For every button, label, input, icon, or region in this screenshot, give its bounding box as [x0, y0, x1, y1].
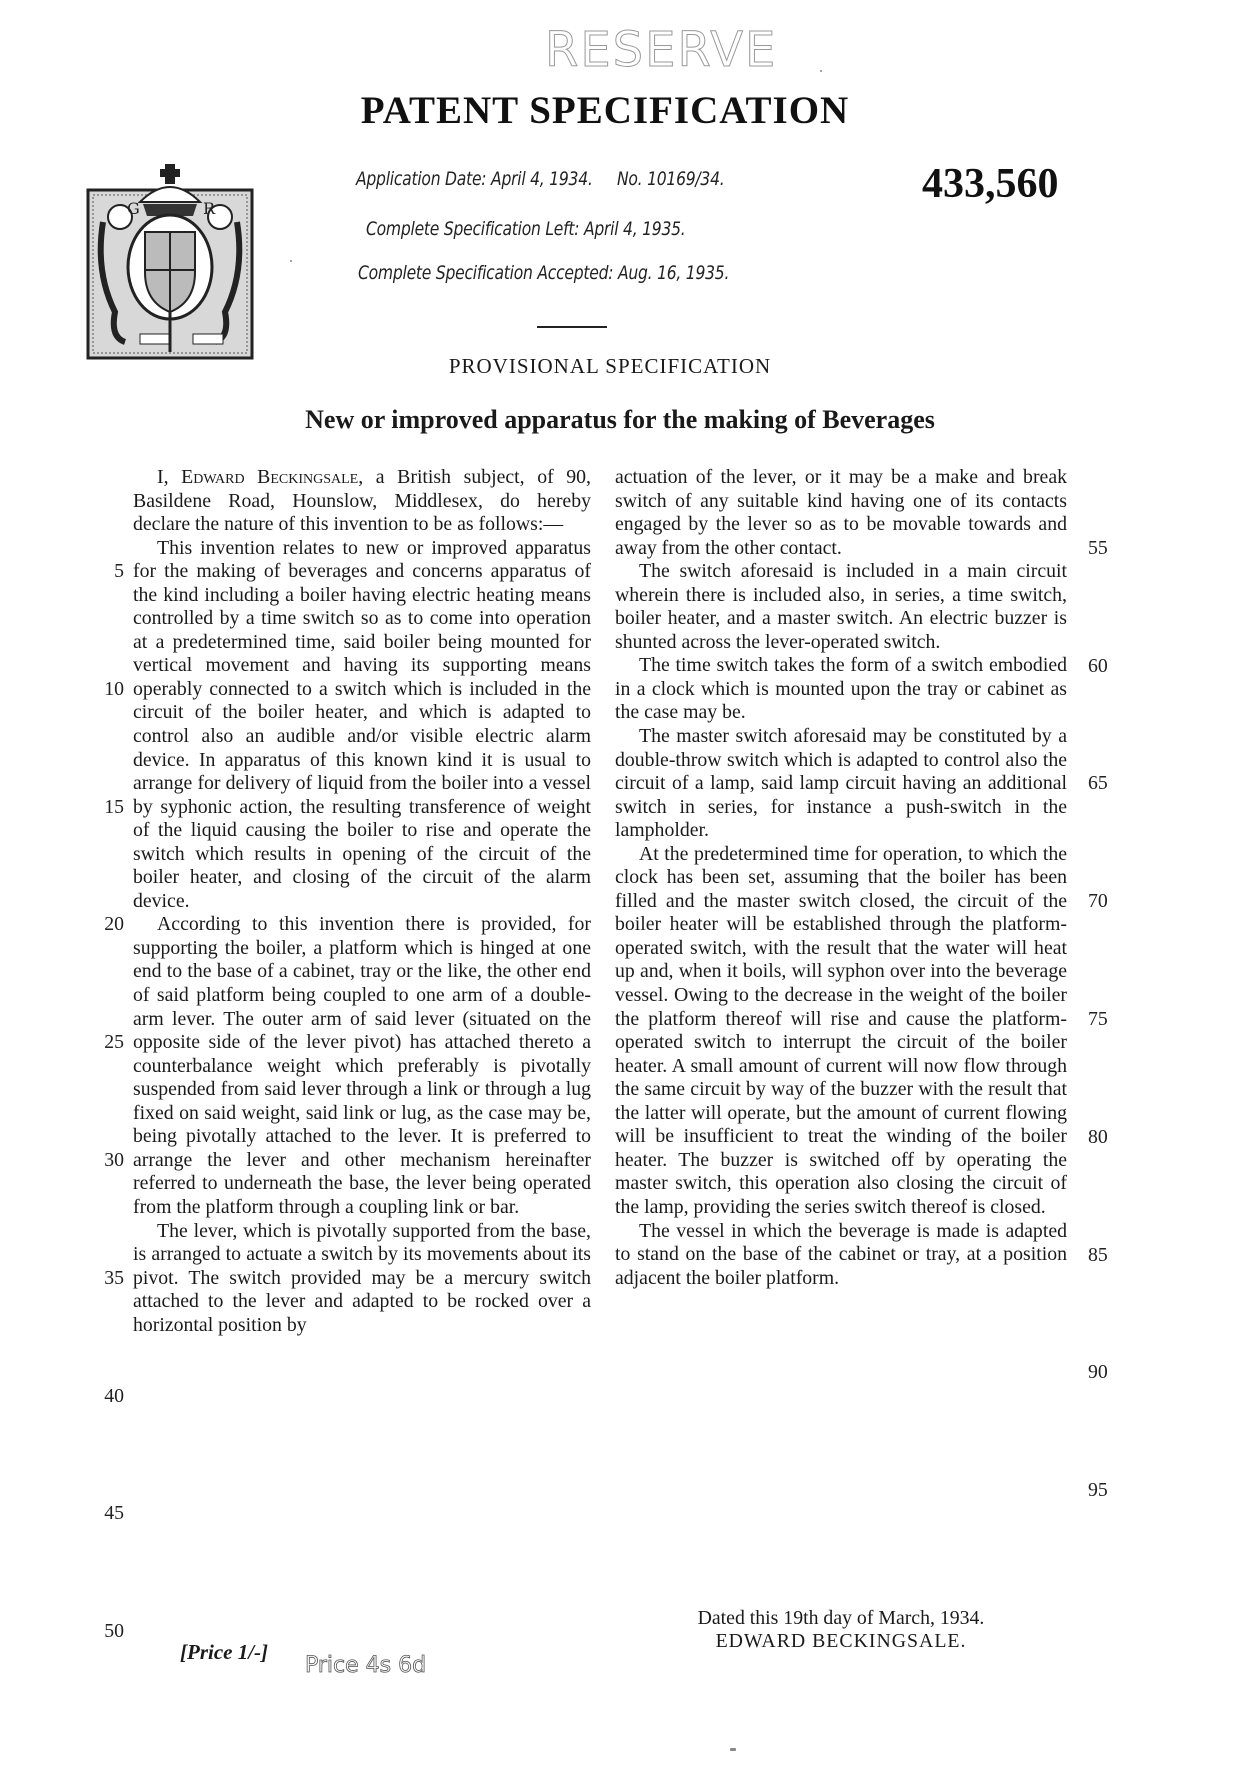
- complete-accepted-label: Complete Specification Accepted:: [358, 262, 614, 284]
- application-date-line: [356, 168, 724, 190]
- line-number: 40: [104, 1385, 124, 1407]
- printed-price-text: [Price 1/-]: [180, 1640, 269, 1664]
- complete-spec-accepted-line: [358, 262, 729, 284]
- paragraph-operation: At the predetermined time for operation, to which the clock has been set, assuming that the boiler has been filled and the master switch closed, the circuit of the boiler heater will be established through the platform-operated switch, with the result that the water will heat up and, when it boils, will syphon over into the beverage vessel. Owing to the decrease in the weight of the boiler the platform thereof will rise and cause the platform-operated switch to interrupt the circuit of the boiler heater. A small amount of current will now flow through the same circuit by way of the buzzer with the result that the latter will operate, but the amount of current flowing will be insufficient to treat the winding of the boiler heater. The buzzer is switched off by operating the master switch, this operation also closing the circuit of the lamp, providing the series switch thereof is closed.: [615, 842, 1067, 1218]
- declaration-prefix: I,: [157, 466, 182, 488]
- patent-number: 433,560: [922, 161, 1059, 207]
- line-number: 20: [104, 913, 124, 935]
- line-number: 95: [1088, 1479, 1108, 1501]
- body-right-column: [615, 466, 1067, 1290]
- price-stamp: Price 4s 6d: [305, 1653, 427, 1678]
- inventor-name: Edward Beckingsale: [181, 466, 359, 488]
- paragraph-vessel: The vessel in which the beverage is made is adapted to stand on the base of the cabinet or tray, at a position adjacent the boiler platform.: [615, 1219, 1067, 1289]
- line-number: 30: [104, 1149, 124, 1171]
- line-number: 70: [1088, 890, 1108, 912]
- scan-speck: [290, 260, 292, 262]
- paragraph-master-switch: The master switch aforesaid may be constituted by a double-throw switch which is adapted to control also the circuit of a lamp, said lamp circuit having an additional switch in series, for instance a push-switch in the lampholder.: [615, 725, 1067, 842]
- svg-text:R: R: [203, 199, 216, 218]
- paragraph-declaration: [133, 466, 591, 537]
- divider-rule: [537, 326, 607, 328]
- line-number: 80: [1088, 1126, 1108, 1148]
- complete-left-value: April 4, 1935.: [583, 218, 686, 240]
- document-title: PATENT SPECIFICATION: [360, 89, 850, 132]
- section-heading: PROVISIONAL SPECIFICATION: [448, 354, 772, 378]
- paragraph-lever-switch: The lever, which is pivotally supported from the base, is arranged to actuate a switch by its movements about its pivot. The switch provided may be a mercury switch attached to the lever and adapted to be rocked over a horizontal position by: [133, 1219, 591, 1336]
- complete-accepted-value: Aug. 16, 1935.: [617, 262, 730, 284]
- line-number: 50: [104, 1620, 124, 1642]
- body-left-column: [133, 466, 591, 1337]
- complete-left-label: Complete Specification Left:: [366, 218, 580, 240]
- application-date-value: April 4, 1934.: [491, 168, 593, 190]
- paragraph-background: This invention relates to new or improved apparatus for the making of beverages and concerns apparatus of the kind including a boiler having electric heating means controlled by a time switch so as to come into operation at a predetermined time, said boiler being mounted for vertical movement and having its supporting means operably connected to a switch which is included in the circuit of the boiler heater, and which is adapted to control also an audible and/or visible electric alarm device. In apparatus of this known kind it is usual to arrange for delivery of liquid from the boiler into a vessel by syphonic action, the resulting transference of weight of the liquid causing the boiler to rise and operate the switch which results in opening of the circuit of the boiler heater, and closing of the circuit of the alarm device.: [133, 536, 591, 912]
- line-number: 65: [1088, 772, 1108, 794]
- signature-block: [615, 1607, 1067, 1653]
- line-number: 90: [1088, 1361, 1108, 1383]
- svg-text:G: G: [127, 199, 140, 218]
- dated-line: Dated this 19th day of March, 1934.: [697, 1607, 985, 1629]
- line-number: 35: [104, 1267, 124, 1289]
- line-number: 85: [1088, 1244, 1108, 1266]
- scan-speck: [820, 70, 822, 72]
- line-number: 25: [104, 1031, 124, 1053]
- line-number: 55: [1088, 537, 1108, 559]
- printed-price: [180, 1640, 268, 1665]
- paragraph-switch-continuation: actuation of the lever, or it may be a make and break switch of any suitable kind having one of its contacts engaged by the lever so as to be movable towards and away from the other contact.: [615, 466, 1067, 559]
- line-number: 15: [104, 796, 124, 818]
- reserve-stamp: RESERVE: [545, 22, 778, 78]
- royal-coat-of-arms-icon: [85, 162, 255, 362]
- declaration-text: , a British subject, of 90, Basildene Road, Hounslow, Middlesex, do hereby declare the nature of this invention to be as follows:—: [133, 466, 591, 536]
- complete-spec-left-line: [366, 218, 686, 240]
- paragraph-time-switch: The time switch takes the form of a switch embodied in a clock which is mounted upon the tray or cabinet as the case may be.: [615, 654, 1067, 724]
- scan-speck: [730, 1748, 736, 1751]
- invention-title: New or improved apparatus for the making of Beverages: [305, 405, 935, 434]
- line-number: 10: [104, 678, 124, 700]
- line-number: 5: [114, 560, 124, 582]
- signatory-name: EDWARD BECKINGSALE.: [715, 1630, 967, 1652]
- paragraph-invention-summary: According to this invention there is provided, for supporting the boiler, a platform which is hinged at one end to the base of a cabinet, tray or the like, the other end of said platform being coupled to one arm of a double-arm lever. The outer arm of said lever (situated on the opposite side of the lever pivot) has attached thereto a counterbalance weight which preferably is pivotally suspended from said lever through a link or through a lug fixed on said weight, said link or lug, as the case may be, being pivotally attached to the lever. It is preferred to arrange the lever and other mechanism hereinafter referred to underneath the base, the lever being operated from the platform through a coupling link or bar.: [133, 913, 591, 1218]
- line-number: 60: [1088, 655, 1108, 677]
- paragraph-main-circuit: The switch aforesaid is included in a main circuit wherein there is included also, in series, a time switch, boiler heater, and a master switch. An electric buzzer is shunted across the lever-operated switch.: [615, 560, 1067, 653]
- application-number: No. 10169/34.: [616, 168, 725, 190]
- line-number: 45: [104, 1502, 124, 1524]
- application-date-label: Application Date:: [356, 168, 487, 190]
- line-number: 75: [1088, 1008, 1108, 1030]
